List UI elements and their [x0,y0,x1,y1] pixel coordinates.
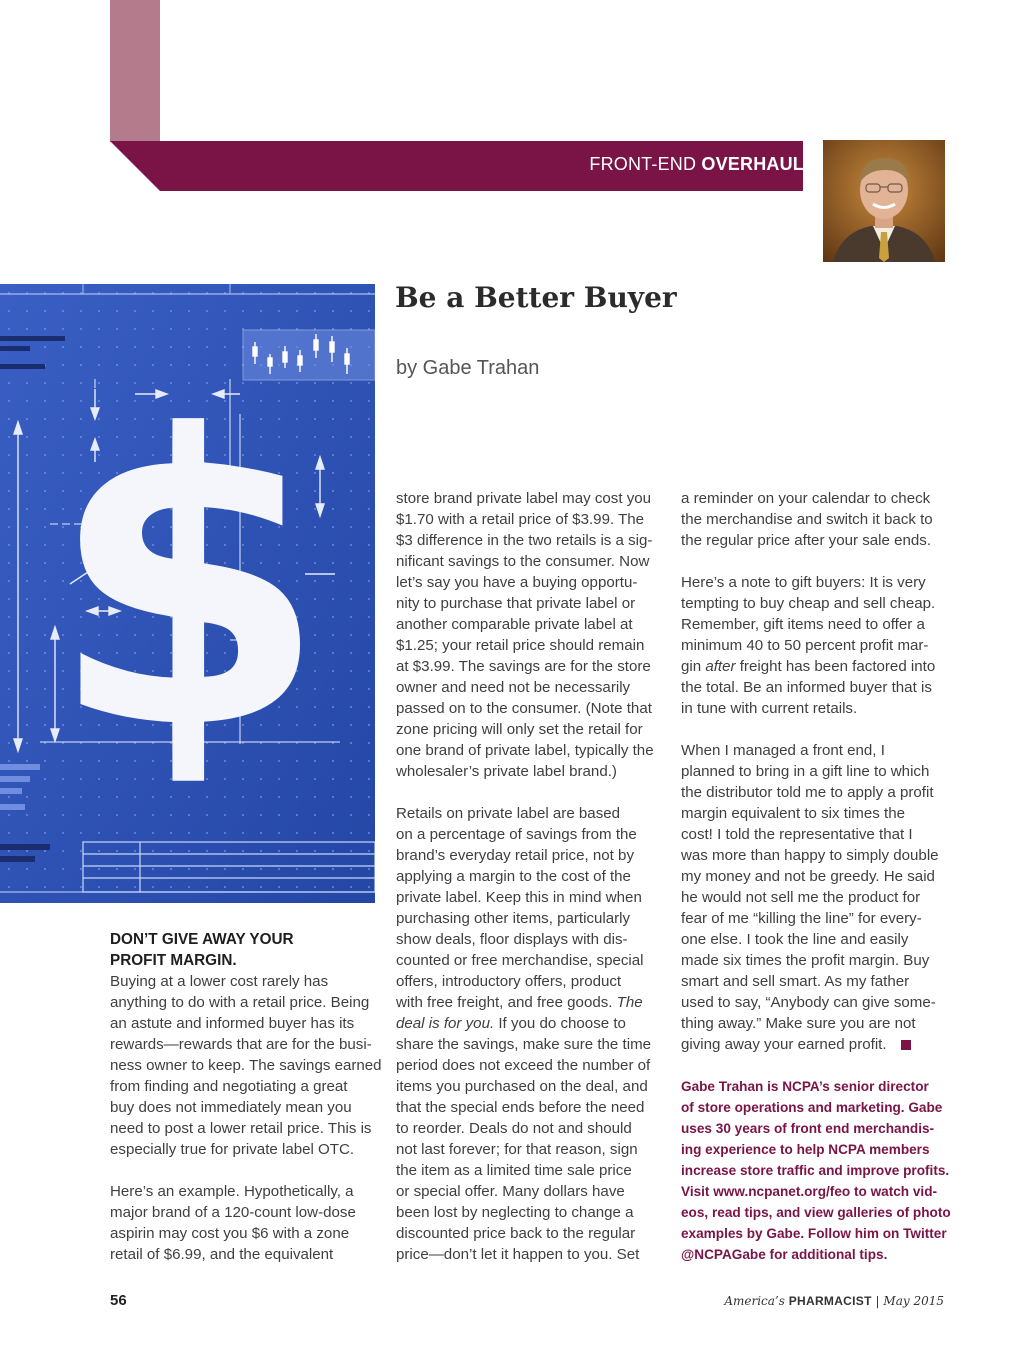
body-column-1 [110,929,382,1265]
body-line: show deals, floor displays with dis- [396,931,628,948]
bio-line: examples by Gabe. Follow him on Twitter [681,1226,947,1241]
body-line: a reminder on your calendar to check [681,490,931,507]
body-line: fear of me “killing the line” for every- [681,910,922,927]
bio-line: ing experience to help NCPA members [681,1142,930,1157]
accent-bar [110,0,160,142]
author-photo [823,140,945,262]
body-line: thing away.” Make sure you are not [681,1015,916,1032]
blueprint-dollar-illustration [0,284,375,903]
magazine-name-caps: PHARMACIST [788,1294,872,1308]
body-line: wholesaler’s private label brand.) [396,763,617,780]
body-line: tempting to buy cheap and sell cheap. [681,595,936,612]
body-line: that the special ends before the need [396,1099,645,1116]
end-mark-icon [901,1040,911,1050]
body-line: the distributor told me to apply a profit [681,784,934,801]
bio-line: eos, read tips, and view galleries of photo [681,1205,951,1220]
body-line: Remember, gift items need to offer a [681,616,925,633]
body-line: or special offer. Many dollars have [396,1183,625,1200]
body-line: been lost by neglecting to change a [396,1204,634,1221]
body-line: price—don’t let it happen to you. Set [396,1246,640,1263]
body-line: my money and not be greedy. He said [681,868,935,885]
body-line: purchasing other items, particularly [396,910,631,927]
article-title: Be a Better Buyer [395,281,677,314]
magazine-footer [724,1294,944,1308]
subhead-line: DON’T GIVE AWAY YOUR [110,931,294,948]
bio-line: uses 30 years of front end merchandis- [681,1121,935,1136]
bio-line: of store operations and marketing. Gabe [681,1100,943,1115]
bio-line: @NCPAGabe for additional tips. [681,1247,888,1262]
body-line: passed on to the consumer. (Note that [396,700,652,717]
body-line: was more than happy to simply double [681,847,939,864]
body-line: When I managed a front end, I [681,742,885,759]
body-line: minimum 40 to 50 percent profit mar- [681,637,929,654]
body-line: buy does not immediately mean you [110,1099,352,1116]
body-line: Buying at a lower cost rarely has [110,973,329,990]
body-line: counted or free merchandise, special [396,952,644,969]
body-line: Here’s a note to gift buyers: It is very [681,574,926,591]
body-line: $3 difference in the two retails is a sig- [396,532,653,549]
article-byline: by Gabe Trahan [396,357,540,379]
section-label [589,154,804,175]
body-line: store brand private label may cost you [396,490,652,507]
body-column-2 [396,488,661,1265]
body-line: at $3.99. The savings are for the store [396,658,651,675]
body-line: period does not exceed the number of [396,1057,651,1074]
body-line: one brand of private label, typically the [396,742,654,759]
body-line: he would not sell me the product for [681,889,921,906]
body-line: ness owner to keep. The savings earned [110,1057,382,1074]
body-line: brand’s everyday retail price, not by [396,847,634,864]
body-line-end [681,1034,946,1055]
section-label-light: FRONT-END [589,154,702,174]
dollar-symbol: $ [48,352,328,817]
body-line: the regular price after your sale ends. [681,532,932,549]
body-line: major brand of a 120-count low-dose [110,1204,356,1221]
body-line: used to say, “Anybody can give some- [681,994,936,1011]
body-line: need to post a lower retail price. This is [110,1120,372,1137]
body-line: let’s say you have a buying opportu- [396,574,638,591]
body-line: the merchandise and switch it back to [681,511,933,528]
body-line: applying a margin to the cost of the [396,868,631,885]
body-line: Here’s an example. Hypothetically, a [110,1183,354,1200]
bio-line: Gabe Trahan is NCPA’s senior director [681,1079,929,1094]
body-line: not last forever; for that reason, sign [396,1141,638,1158]
body-line: cost! I told the representative that I [681,826,913,843]
magazine-name-italic: America’s [724,1294,789,1308]
body-line: another comparable private label at [396,616,633,633]
body-line: share the savings, make sure the time [396,1036,652,1053]
body-line: giving away your earned profit. [681,1036,887,1053]
body-line: planned to bring in a gift line to which [681,763,930,780]
body-line: an astute and informed buyer has its [110,1015,355,1032]
body-line: especially true for private label OTC. [110,1141,355,1158]
body-line: aspirin may cost you $6 with a zone [110,1225,350,1242]
body-line: retail of $6.99, and the equivalent [110,1246,334,1263]
body-line: $1.25; your retail price should remain [396,637,645,654]
body-line: made six times the profit margin. Buy [681,952,930,969]
body-line: private label. Keep this in mind when [396,889,642,906]
body-line: nity to purchase that private label or [396,595,636,612]
body-line: gin after freight has been factored into [681,658,936,675]
body-line: to reorder. Deals do not and should [396,1120,632,1137]
body-line: deal is for you. If you do choose to [396,1015,626,1032]
body-line: offers, introductory offers, product [396,973,622,990]
body-line: nificant savings to the consumer. Now [396,553,650,570]
body-line: owner and need not be necessarily [396,679,631,696]
body-line: $1.70 with a retail price of $3.99. The [396,511,645,528]
body-line: items you purchased on the deal, and [396,1078,648,1095]
page-number: 56 [110,1292,127,1309]
footer-separator: | [875,1294,880,1308]
body-line: zone pricing will only set the retail for [396,721,643,738]
subhead-line: PROFIT MARGIN. [110,952,237,969]
body-line: Retails on private label are based [396,805,621,822]
body-line: discounted price back to the regular [396,1225,636,1242]
body-line: the total. Be an informed buyer that is [681,679,932,696]
bio-line: Visit www.ncpanet.org/feo to watch vid- [681,1184,938,1199]
bio-line: increase store traffic and improve profits. [681,1163,950,1178]
body-line: the item as a limited time sale price [396,1162,632,1179]
body-line: with free freight, and free goods. The [396,994,643,1011]
body-column-3 [681,488,951,1265]
body-line: rewards—rewards that are for the busi- [110,1036,372,1053]
body-line: one else. I took the line and easily [681,931,909,948]
body-line: smart and sell smart. As my father [681,973,910,990]
section-label-bold: OVERHAUL [701,154,804,174]
body-line: on a percentage of savings from the [396,826,637,843]
body-line: in tune with current retails. [681,700,858,717]
body-line: margin equivalent to six times the [681,805,905,822]
body-line: from finding and negotiating a great [110,1078,348,1095]
issue-date: May 2015 [883,1294,944,1308]
body-line: anything to do with a retail price. Being [110,994,370,1011]
